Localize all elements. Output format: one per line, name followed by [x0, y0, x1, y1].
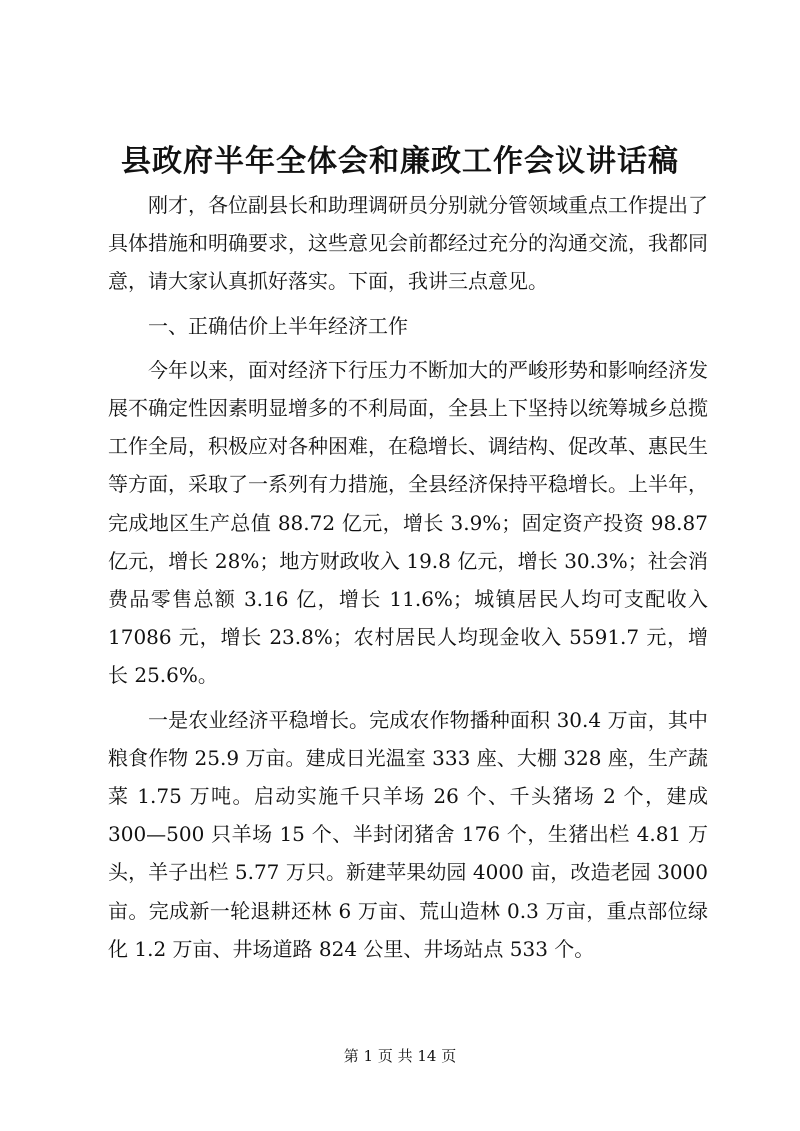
section-heading: 一、正确估价上半年经济工作: [148, 313, 408, 338]
document-title: 县政府半年全体会和廉政工作会议讲话稿: [121, 144, 679, 179]
economy-summary-paragraph: 今年以来，面对经济下行压力不断加大的严峻形势和影响经济发展不确定性因素明显增多的不利局面，全县上下坚持以统筹城乡总揽工作全局，积极应对各种困难，在稳增长、调结构、促改革、惠民生等方面，采取了一系列有力措施，全县经济保持平稳增长。上半年，完成地区生产总值 88.72 亿元，增长 3.9%；固定资产投资 98.87 亿元，增长 28%；地方财政收入 19.8 亿元，增长 30.3%；社会消费品零售总额 3.16 亿，增长 11.6%；城镇居民人均可支配收入 17086 元，增长 23.8%；农村居民人均现金收入 5591.7 元，增长 25.6%。: [108, 357, 708, 688]
document-body: [108, 186, 708, 974]
intro-paragraph: 刚才，各位副县长和助理调研员分别就分管领域重点工作提出了具体措施和明确要求，这些意见会前都经过充分的沟通交流，我都同意，请大家认真抓好落实。下面，我讲三点意见。: [108, 193, 708, 294]
page-indicator: 第 1 页 共 14 页: [343, 1047, 457, 1065]
agriculture-paragraph: 一是农业经济平稳增长。完成农作物播种面积 30.4 万亩，其中粮食作物 25.9 万亩。建成日光温室 333 座、大棚 328 座，生产蔬菜 1.75 万吨。启动实施千只羊场 26 个、千头猪场 2 个，建成 300—500 只羊场 15 个、半封闭猪舍 176 个，生猪出栏 4.81 万头，羊子出栏 5.77 万只。新建苹果幼园 4000 亩，改造老园 3000 亩。完成新一轮退耕还林 6 万亩、荒山造林 0.3 万亩，重点部位绿化 1.2 万亩、井场道路 824 公里、井场站点 533 个。: [108, 707, 708, 961]
